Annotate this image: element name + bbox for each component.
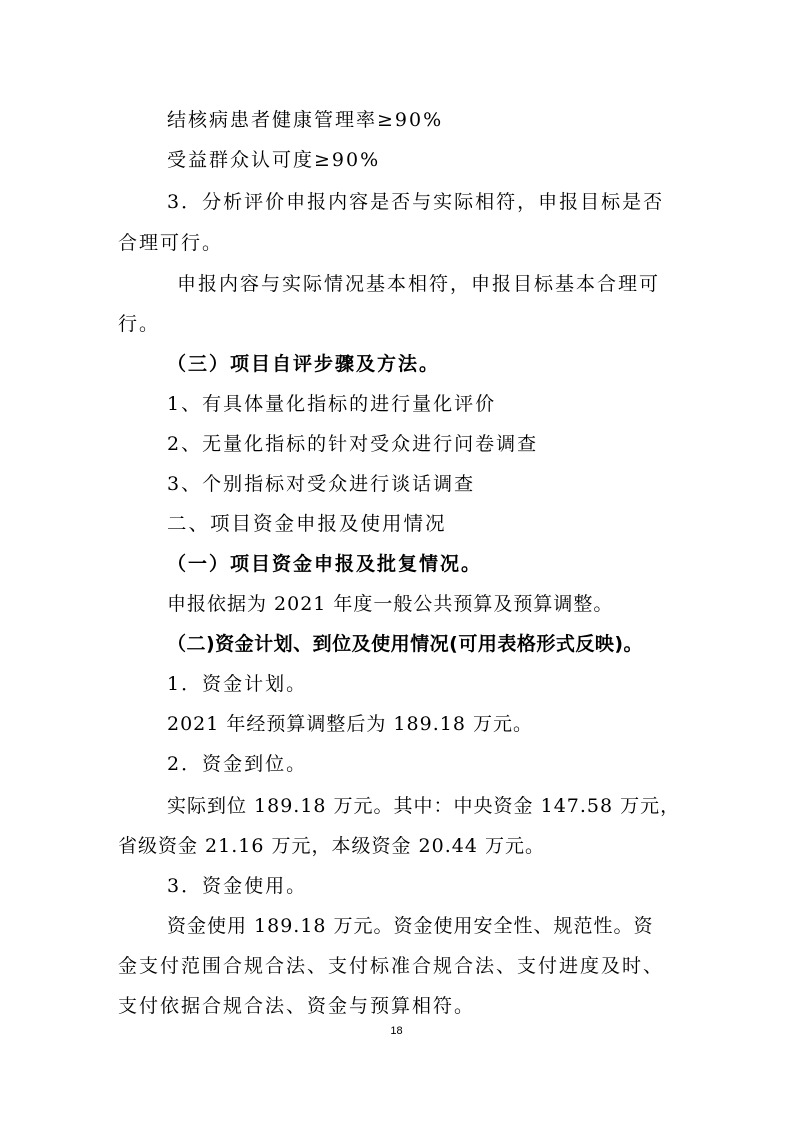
paragraph-line: 实际到位 189.18 万元。其中：中央资金 147.58 万元，	[167, 795, 681, 817]
chapter-heading: 二、项目资金申报及使用情况	[167, 512, 447, 535]
paragraph-line: 申报依据为 2021 年度一般公共预算及预算调整。	[167, 593, 614, 615]
subsection-heading: 3．资金使用。	[167, 875, 308, 897]
paragraph-line: 2021 年经预算调整后为 189.18 万元。	[167, 713, 533, 735]
list-item: 3、个别指标对受众进行谈话调查	[167, 473, 476, 495]
paragraph-line: 支付依据合规合法、资金与预算相符。	[118, 995, 476, 1017]
paragraph-line: 申报内容与实际情况基本相符，申报目标基本合理可	[177, 273, 661, 295]
subsection-heading: 2．资金到位。	[167, 753, 308, 775]
subsection-heading: 1．资金计划。	[167, 673, 308, 695]
paragraph-line: 受益群众认可度≥90%	[167, 149, 381, 171]
paragraph-line: 行。	[118, 313, 161, 335]
section-heading: （一）项目资金申报及批复情况。	[167, 553, 483, 575]
paragraph-line: 金支付范围合规合法、支付标准合规合法、支付进度及时、	[118, 955, 665, 977]
page-number: 18	[390, 1025, 403, 1037]
paragraph-line: 3．分析评价申报内容是否与实际相符，申报目标是否	[167, 191, 665, 213]
section-heading: （二)资金计划、到位及使用情况(可用表格形式反映)。	[167, 633, 644, 655]
paragraph-line: 省级资金 21.16 万元，本级资金 20.44 万元。	[118, 835, 545, 857]
paragraph-line: 结核病患者健康管理率≥90%	[167, 109, 444, 131]
section-heading: （三）项目自评步骤及方法。	[167, 353, 441, 375]
paragraph-line: 合理可行。	[118, 232, 224, 254]
paragraph-line: 资金使用 189.18 万元。资金使用安全性、规范性。资	[167, 915, 654, 937]
list-item: 2、无量化指标的针对受众进行问卷调查	[167, 433, 539, 455]
list-item: 1、有具体量化指标的进行量化评价	[167, 393, 497, 415]
